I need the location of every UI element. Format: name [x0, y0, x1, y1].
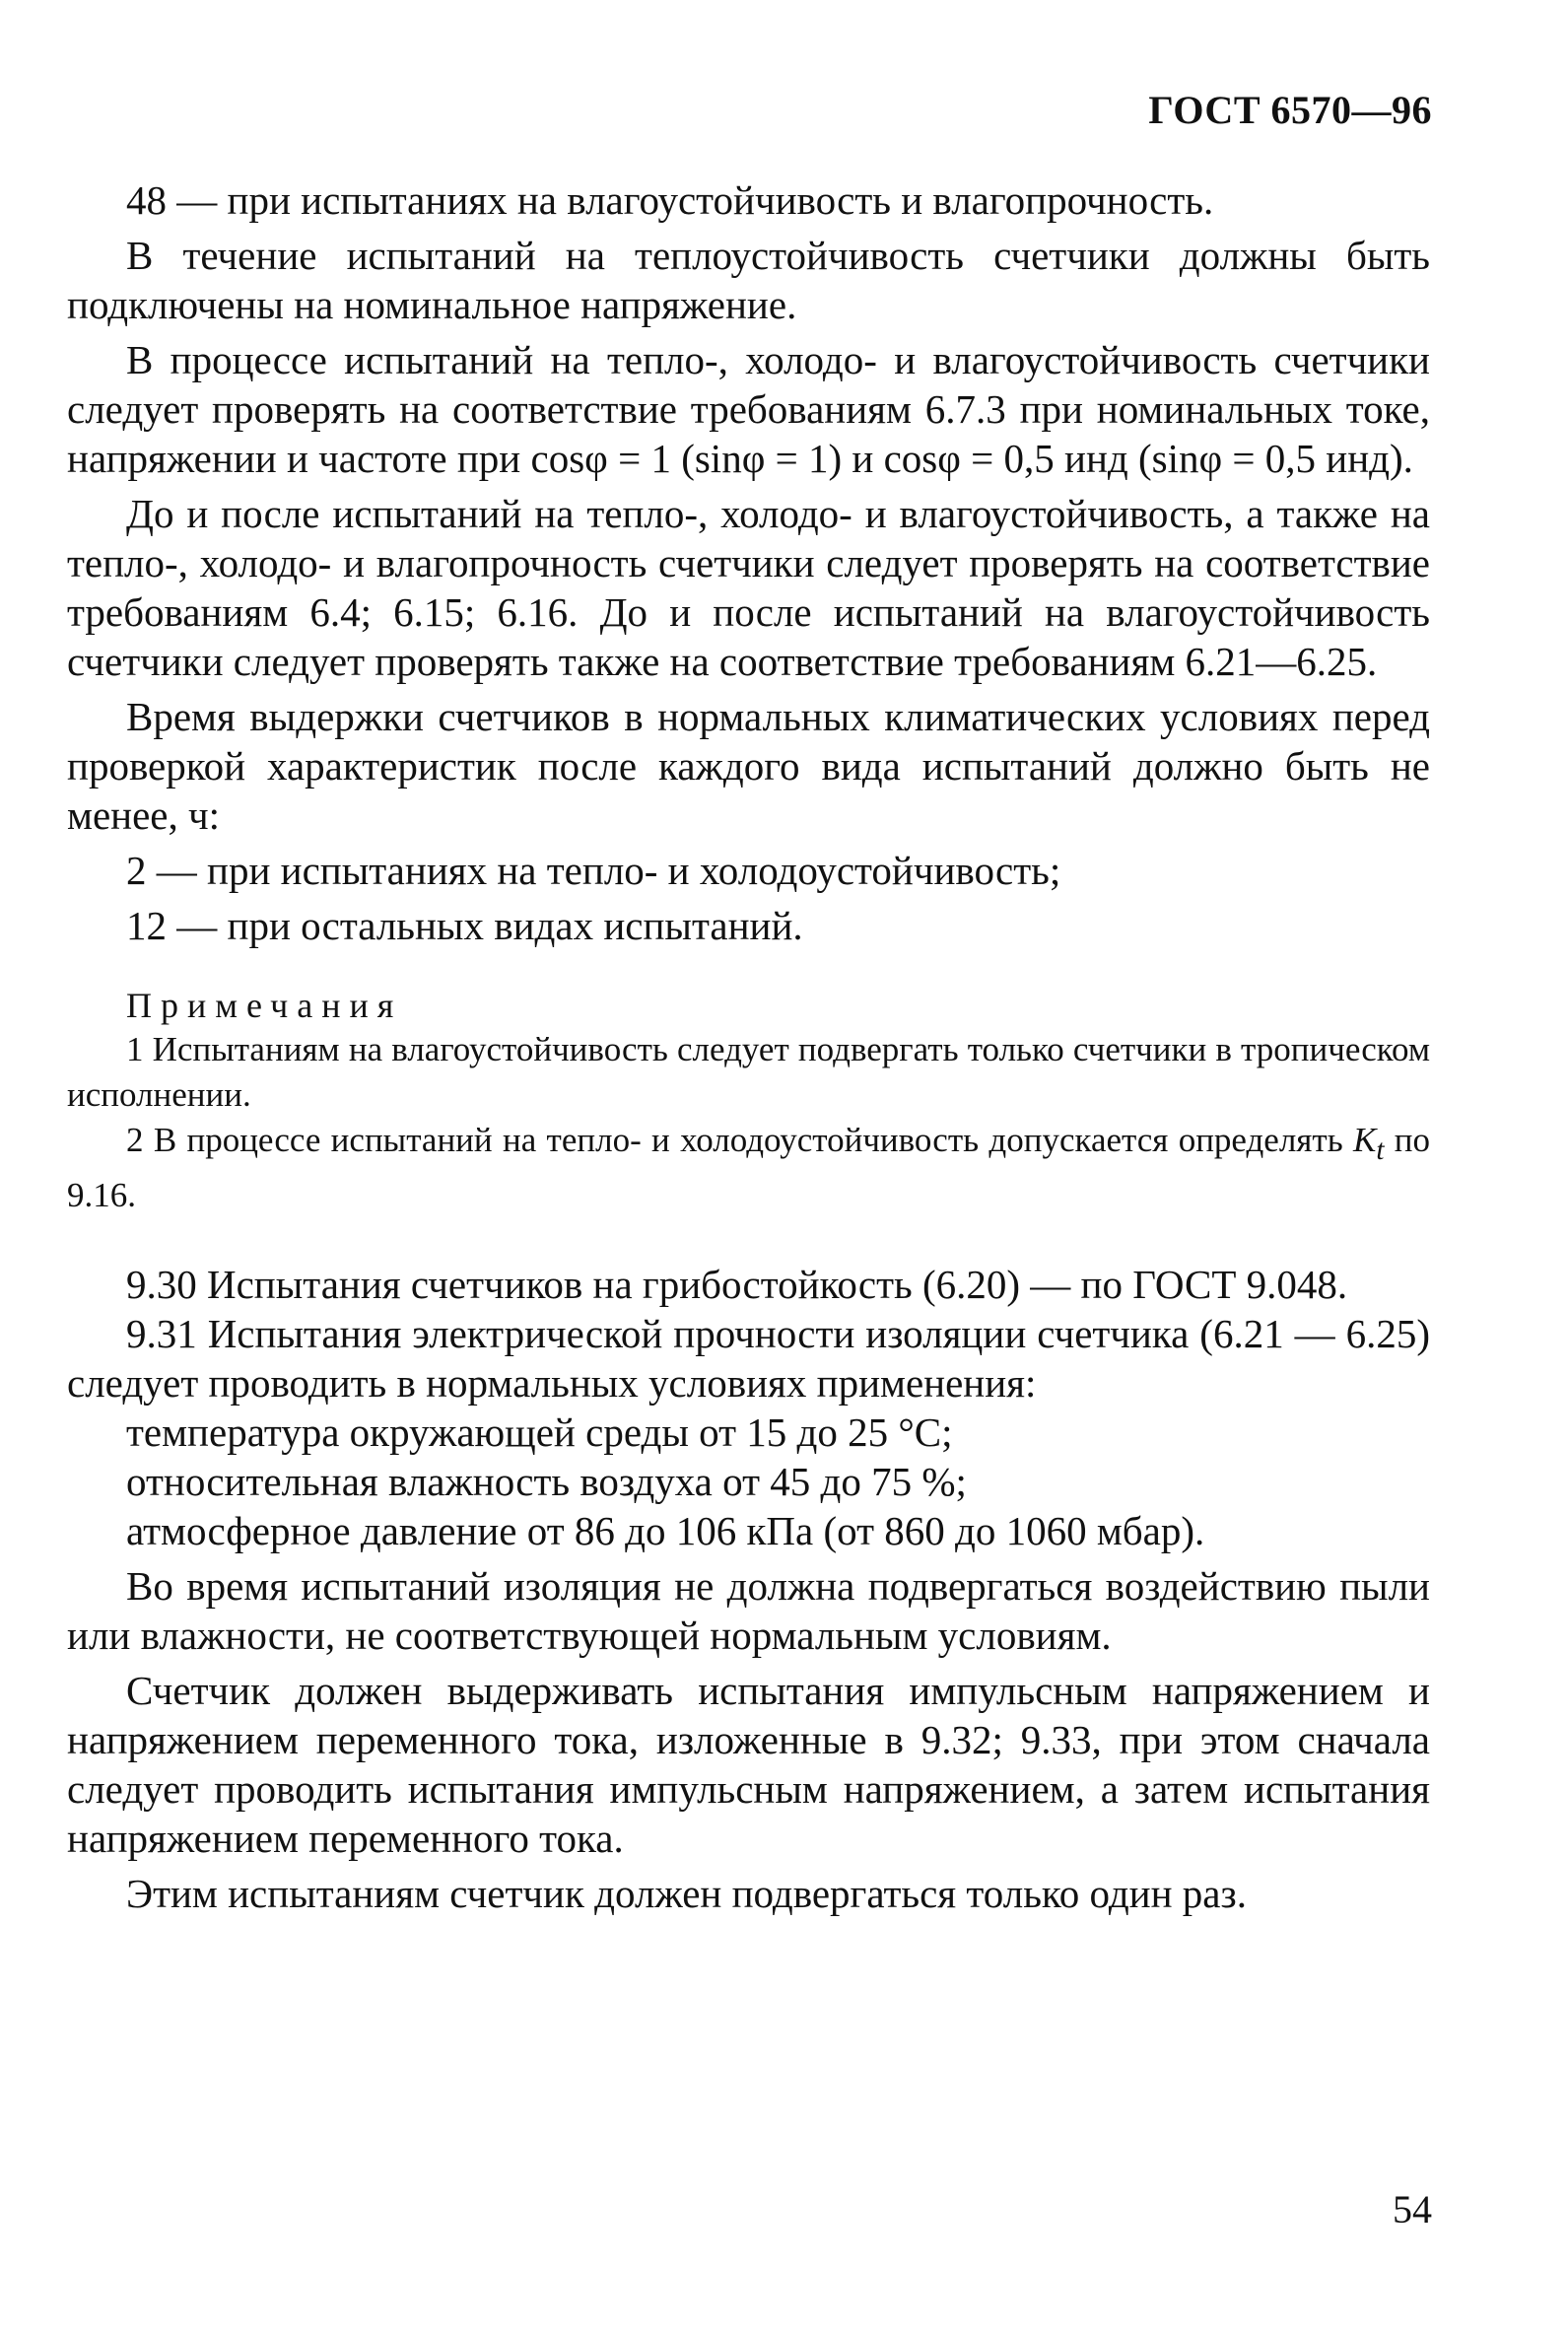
note-1: 1 Испытаниям на влагоустойчивость следует подвергать только счетчики в тропическом исполнении. — [67, 1030, 1430, 1114]
condition-pressure: атмосферное давление от 86 до 106 кПа (от 860 до 1060 мбар). — [126, 1508, 1205, 1553]
paragraph-before-after-tests: До и после испытаний на тепло-, холодо- и влагоустойчивость, а также на тепло-, холодо- и влагопрочность счетчики следует проверять на соответствие требованиям 6.4; 6.15; 6.16. До и после испытаний на влагоустойчивость счетчики следует проверять также на соответствие требованиям 6.21—6.25. — [67, 491, 1430, 684]
paragraph-humidity-hours: 48 — при испытаниях на влагоустойчивость и влагопрочность. — [126, 177, 1214, 223]
paragraph-once-only: Этим испытаниям счетчик должен подвергаться только один раз. — [126, 1871, 1247, 1916]
paragraph-dust-moisture: Во время испытаний изоляция не должна подвергаться воздействию пыли или влажности, не соответствующей нормальным условиям. — [67, 1563, 1430, 1658]
notes-title: Примечания — [126, 986, 403, 1025]
note-2-text: 2 В процессе испытаний на тепло- и холодоустойчивость допускается определять — [126, 1121, 1353, 1159]
notes-block — [67, 984, 1430, 1218]
page-body — [67, 175, 1430, 1918]
note-2-suffix: по 9.16. — [67, 1121, 1430, 1214]
standard-header: ГОСТ 6570—96 — [1148, 88, 1432, 132]
condition-temperature: температура окружающей среды от 15 до 25 °C; — [126, 1409, 953, 1455]
paragraph-nominal-voltage: В течение испытаний на теплоустойчивость счетчики должны быть подключены на номинальное напряжение. — [67, 233, 1430, 327]
paragraph-holding-time: Время выдержки счетчиков в нормальных климатических условиях перед проверкой характеристик после каждого вида испытаний должно быть не менее, ч: — [67, 694, 1430, 838]
condition-humidity: относительная влажность воздуха от 45 до 75 %; — [126, 1459, 967, 1504]
paragraph-check-requirements: В процессе испытаний на тепло-, холодо- и влагоустойчивость счетчики следует проверять на соответствие требованиям 6.7.3 при номинальных токе, напряжении и частоте при cosφ = 1 (sinφ = 1) и cosφ = 0,5 инд (sinφ = 0,5 инд). — [67, 337, 1430, 481]
list-item-2h: 2 — при испытаниях на тепло- и холодоустойчивость; — [126, 848, 1061, 893]
kt-symbol: K — [1352, 1121, 1377, 1159]
page-number: 54 — [1393, 2187, 1432, 2232]
kt-subscript: t — [1376, 1134, 1385, 1166]
clause-9-31: 9.31 Испытания электрической прочности изоляции счетчика (6.21 — 6.25) следует проводить в нормальных условиях применения: — [67, 1311, 1430, 1406]
section-9-30-9-31 — [67, 1260, 1430, 1918]
list-item-12h: 12 — при остальных видах испытаний. — [126, 903, 803, 948]
note-2 — [67, 1118, 1430, 1218]
clause-9-30: 9.30 Испытания счетчиков на грибостойкость (6.20) — по ГОСТ 9.048. — [126, 1262, 1348, 1307]
paragraph-test-order: Счетчик должен выдерживать испытания импульсным напряжением и напряжением переменного тока, изложенные в 9.32; 9.33, при этом сначала следует проводить испытания импульсным напряжением, а затем испытания напряжением переменного тока. — [67, 1668, 1430, 1861]
